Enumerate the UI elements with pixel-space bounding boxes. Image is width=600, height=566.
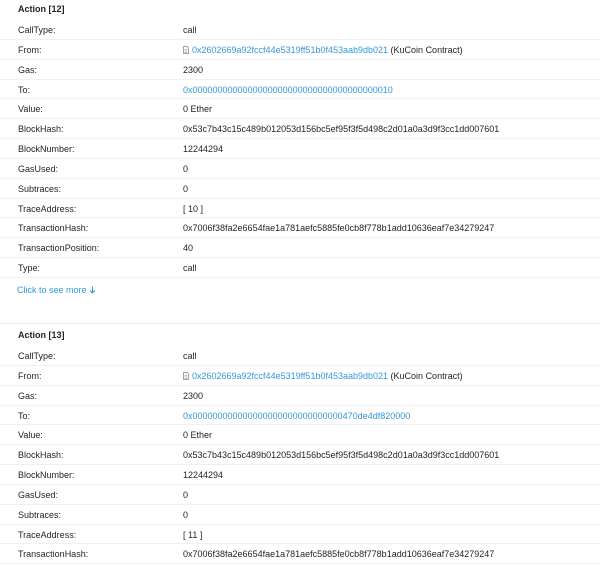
action-block-13	[0, 323, 600, 566]
gas-row	[0, 386, 600, 406]
row-label: Type:	[18, 263, 41, 274]
row-value: call	[183, 263, 197, 274]
blockhash-row	[0, 119, 600, 139]
row-label: Gas:	[18, 390, 38, 401]
row-value: 2300	[183, 390, 204, 401]
row-label: GasUsed:	[18, 489, 59, 500]
blockhash-row	[0, 445, 600, 465]
from-value	[183, 371, 463, 381]
row-value: 40	[183, 243, 194, 254]
row-value: 0 Ether	[183, 104, 213, 115]
row-label: TraceAddress:	[18, 529, 77, 540]
action-title: Action [13]	[18, 330, 65, 340]
row-value: [ 11 ]	[183, 529, 203, 540]
row-label: CallType:	[18, 25, 56, 35]
subtraces-row	[0, 505, 600, 525]
document-icon	[183, 372, 189, 380]
arrow-down-icon	[89, 286, 96, 294]
gasused-row	[0, 159, 600, 179]
action-rows	[0, 346, 600, 564]
blocknumber-row	[0, 465, 600, 485]
row-label: TransactionHash:	[18, 223, 89, 234]
row-value: 0x7006f38fa2e6654fae1a781aefc5885fe0cb8f778b1add10636eaf7e34279247	[183, 223, 495, 234]
from-value	[183, 45, 463, 55]
row-label: To:	[18, 410, 31, 421]
row-label: CallType:	[18, 351, 56, 361]
row-value: 0x53c7b43c15c489b012053d156bc5ef95f3f5d498c2d01a0a3d9f3cc1dd007601	[183, 450, 500, 461]
transactionhash-row	[0, 218, 600, 238]
row-label: To:	[18, 84, 31, 95]
row-value: 0	[183, 163, 189, 174]
row-label: Gas:	[18, 64, 38, 75]
from-row	[0, 366, 600, 386]
row-value: 12244294	[183, 470, 224, 481]
traceaddress-row	[0, 199, 600, 219]
row-value: 0x53c7b43c15c489b012053d156bc5ef95f3f5d498c2d01a0a3d9f3cc1dd007601	[183, 124, 500, 135]
row-value: [ 10 ]	[183, 203, 204, 214]
see-more-link[interactable]	[17, 285, 96, 295]
row-label: BlockNumber:	[18, 144, 75, 155]
action-title: Action [12]	[18, 4, 65, 14]
row-label: TraceAddress:	[18, 203, 77, 214]
gasused-row	[0, 485, 600, 505]
document-icon	[183, 46, 189, 54]
calltype-row	[0, 346, 600, 366]
row-label: TransactionHash:	[18, 549, 89, 560]
calltype-row	[0, 20, 600, 40]
row-label: BlockHash:	[18, 124, 64, 135]
action-rows	[0, 20, 600, 278]
to-row	[0, 406, 600, 426]
contract-name: (KuCoin Contract)	[390, 44, 463, 55]
row-label: From:	[18, 44, 42, 55]
row-value: call	[183, 25, 197, 35]
traceaddress-row	[0, 525, 600, 545]
row-value: 0x7006f38fa2e6654fae1a781aefc5885fe0cb8f778b1add10636eaf7e34279247	[183, 549, 495, 560]
from-address-link[interactable]: 0x2602669a92fccf44e5319ff51b0f453aab9db021	[192, 44, 389, 55]
subtraces-row	[0, 179, 600, 199]
transactionposition-row	[0, 238, 600, 258]
row-label: Subtraces:	[18, 183, 62, 194]
row-label: BlockHash:	[18, 450, 64, 461]
row-value: 0 Ether	[183, 430, 213, 441]
row-value: call	[183, 351, 197, 361]
row-value: 12244294	[183, 144, 224, 155]
value-row	[0, 99, 600, 119]
from-row	[0, 40, 600, 60]
row-value: 0	[183, 509, 189, 520]
row-label: TransactionPosition:	[18, 243, 100, 254]
row-label: BlockNumber:	[18, 470, 75, 481]
row-value: 0	[183, 183, 189, 194]
transactionhash-row	[0, 544, 600, 564]
row-label: Value:	[18, 104, 43, 115]
row-value: 0	[183, 489, 189, 500]
row-label: Subtraces:	[18, 509, 62, 520]
gas-row	[0, 60, 600, 80]
see-more-label: Click to see more	[17, 285, 87, 295]
to-address-link[interactable]: 0x0000000000000000000000000000000000000010	[183, 84, 393, 95]
blocknumber-row	[0, 139, 600, 159]
from-address-link[interactable]: 0x2602669a92fccf44e5319ff51b0f453aab9db021	[192, 370, 389, 381]
to-address-link[interactable]: 0x000000000000000000000000000000470de4df820000	[183, 410, 411, 421]
to-row	[0, 80, 600, 100]
type-row	[0, 258, 600, 278]
row-value: 2300	[183, 64, 204, 75]
row-label: From:	[18, 370, 42, 381]
row-label: GasUsed:	[18, 163, 59, 174]
row-label: Value:	[18, 430, 43, 441]
value-row	[0, 425, 600, 445]
contract-name: (KuCoin Contract)	[390, 370, 463, 381]
